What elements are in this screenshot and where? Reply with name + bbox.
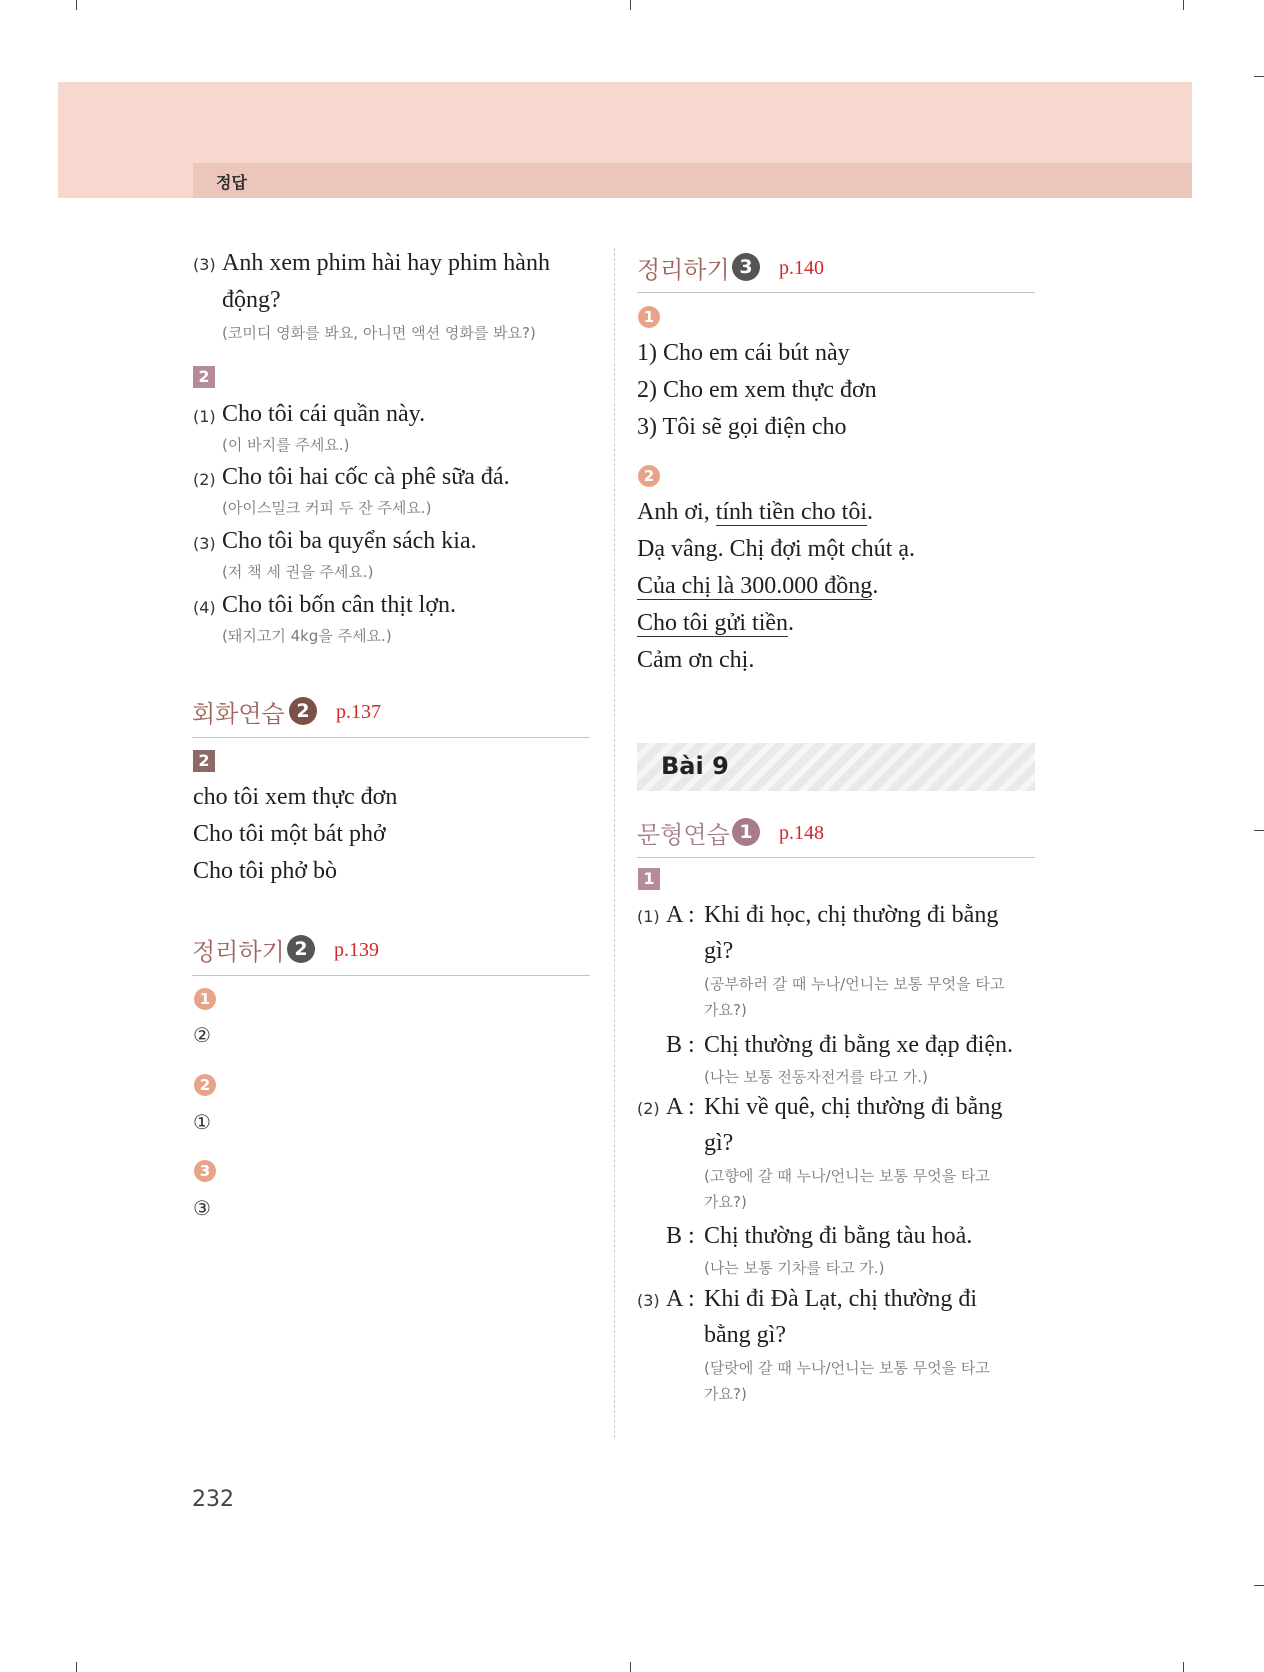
exercise-badge: 2	[193, 366, 215, 388]
answer-choice: ②	[193, 1023, 211, 1047]
vn-sentence: Cho tôi bốn cân thịt lợn.	[222, 592, 457, 618]
vn-line: 3) Tôi sẽ gọi điện cho	[637, 414, 847, 440]
item-number: (3)	[637, 1291, 660, 1310]
kr-translation: (달랏에 갈 때 누나/언니는 보통 무엇을 타고	[704, 1359, 990, 1377]
answer-choice: ③	[193, 1196, 211, 1220]
kr-translation: (공부하러 갈 때 누나/언니는 보통 무엇을 타고	[704, 975, 1005, 993]
question-badge: 2	[638, 465, 660, 487]
question-badge: 1	[638, 306, 660, 328]
section-title: 문형연습	[637, 821, 730, 849]
vn-line: 2) Cho em xem thực đơn	[637, 377, 877, 403]
dialogue-line	[637, 499, 873, 526]
vn-line: Cho tôi phở bò	[193, 858, 338, 884]
vn-sentence: Cho tôi ba quyển sách kia.	[222, 528, 477, 554]
dialogue-line	[637, 610, 794, 637]
item-number: (2)	[193, 470, 216, 489]
question-badge: 3	[194, 1160, 216, 1182]
section-number: 2	[287, 935, 315, 963]
kr-translation: 가요?)	[704, 1385, 747, 1403]
kr-translation: (나는 보통 기차를 타고 가.)	[704, 1259, 885, 1277]
crop-mark	[1254, 830, 1264, 831]
vn-line: 1) Cho em cái bút này	[637, 340, 850, 366]
kr-translation: (고향에 갈 때 누나/언니는 보통 무엇을 타고	[704, 1167, 990, 1185]
crop-mark	[76, 1662, 77, 1672]
vn-sentence: Anh xem phim hài hay phim hành	[222, 250, 550, 276]
crop-mark	[630, 0, 631, 10]
vn-sentence: gì?	[704, 1130, 734, 1156]
answer-choice: ①	[193, 1110, 211, 1134]
answer-underlined: Cho tôi gửi tiền	[637, 610, 789, 636]
dialogue-text: .	[788, 610, 795, 636]
crop-mark	[630, 1662, 631, 1672]
answer-underlined: tính tiền cho tôi	[715, 499, 868, 525]
speaker-label: A :	[666, 902, 695, 928]
vn-sentence: Chị thường đi bằng xe đạp điện.	[704, 1032, 1013, 1058]
vn-sentence: Khi về quê, chị thường đi bằng	[704, 1094, 1003, 1120]
kr-translation: (코미디 영화를 봐요, 아니면 액션 영화를 봐요?)	[222, 324, 536, 342]
header-strip	[193, 163, 1192, 198]
vn-sentence: động?	[222, 287, 281, 313]
exercise-badge: 2	[193, 750, 215, 772]
vn-sentence: Cho tôi cái quần này.	[222, 401, 426, 427]
vn-sentence: Chị thường đi bằng tàu hoả.	[704, 1223, 973, 1249]
section-rule	[192, 737, 590, 738]
header-label: 정답	[216, 173, 247, 192]
dialogue-line: Cảm ơn chị.	[637, 647, 755, 673]
page-reference: p.148	[779, 822, 824, 844]
vn-sentence: Cho tôi hai cốc cà phê sữa đá.	[222, 464, 510, 490]
kr-translation: (이 바지를 주세요.)	[222, 436, 350, 454]
kr-translation: 가요?)	[704, 1001, 747, 1019]
kr-translation: (돼지고기 4kg을 주세요.)	[222, 627, 392, 645]
speaker-label: A :	[666, 1094, 695, 1120]
kr-translation: 가요?)	[704, 1193, 747, 1211]
dialogue-text: .	[867, 499, 874, 525]
section-title: 정리하기	[192, 938, 285, 966]
crop-mark	[1183, 1662, 1184, 1672]
dialogue-text: Anh ơi,	[637, 499, 716, 525]
crop-mark	[76, 0, 77, 10]
page-reference: p.140	[779, 257, 824, 279]
crop-mark	[1254, 76, 1264, 77]
exercise-badge: 1	[638, 868, 660, 890]
lesson-title: Bài 9	[661, 752, 729, 780]
dialogue-line: Dạ vâng. Chị đợi một chút ạ.	[637, 536, 915, 562]
vn-sentence: bằng gì?	[704, 1322, 786, 1348]
vn-line: cho tôi xem thực đơn	[193, 784, 398, 810]
section-number: 3	[732, 253, 760, 281]
section-number: 2	[289, 697, 317, 725]
section-title: 회화연습	[192, 700, 285, 728]
column-divider	[614, 248, 615, 1438]
section-title: 정리하기	[637, 256, 730, 284]
vn-sentence: gì?	[704, 938, 734, 964]
speaker-label: B :	[666, 1223, 695, 1249]
answer-underlined: Của chị là 300.000 đồng	[637, 573, 873, 599]
vn-line: Cho tôi một bát phở	[193, 821, 386, 847]
speaker-label: A :	[666, 1286, 695, 1312]
kr-translation: (아이스밀크 커피 두 잔 주세요.)	[222, 499, 432, 517]
section-number: 1	[732, 818, 760, 846]
page-number: 232	[192, 1487, 234, 1512]
page-reference: p.137	[336, 701, 381, 723]
item-number: (3)	[193, 255, 216, 274]
section-rule	[637, 857, 1035, 858]
question-badge: 2	[194, 1074, 216, 1096]
speaker-label: B :	[666, 1032, 695, 1058]
kr-translation: (나는 보통 전동자전거를 타고 가.)	[704, 1068, 928, 1086]
item-number: (1)	[193, 407, 216, 426]
crop-mark	[1183, 0, 1184, 10]
item-number: (2)	[637, 1099, 660, 1118]
kr-translation: (저 책 세 권을 주세요.)	[222, 563, 374, 581]
vn-sentence: Khi đi Đà Lạt, chị thường đi	[704, 1286, 977, 1312]
crop-mark	[1254, 1585, 1264, 1586]
item-number: (4)	[193, 598, 216, 617]
dialogue-text: .	[872, 573, 879, 599]
dialogue-line	[637, 573, 878, 600]
section-rule	[192, 975, 590, 976]
item-number: (3)	[193, 534, 216, 553]
page-reference: p.139	[334, 939, 379, 961]
section-rule	[637, 292, 1035, 293]
vn-sentence: Khi đi học, chị thường đi bằng	[704, 902, 999, 928]
question-badge: 1	[194, 988, 216, 1010]
item-number: (1)	[637, 907, 660, 926]
